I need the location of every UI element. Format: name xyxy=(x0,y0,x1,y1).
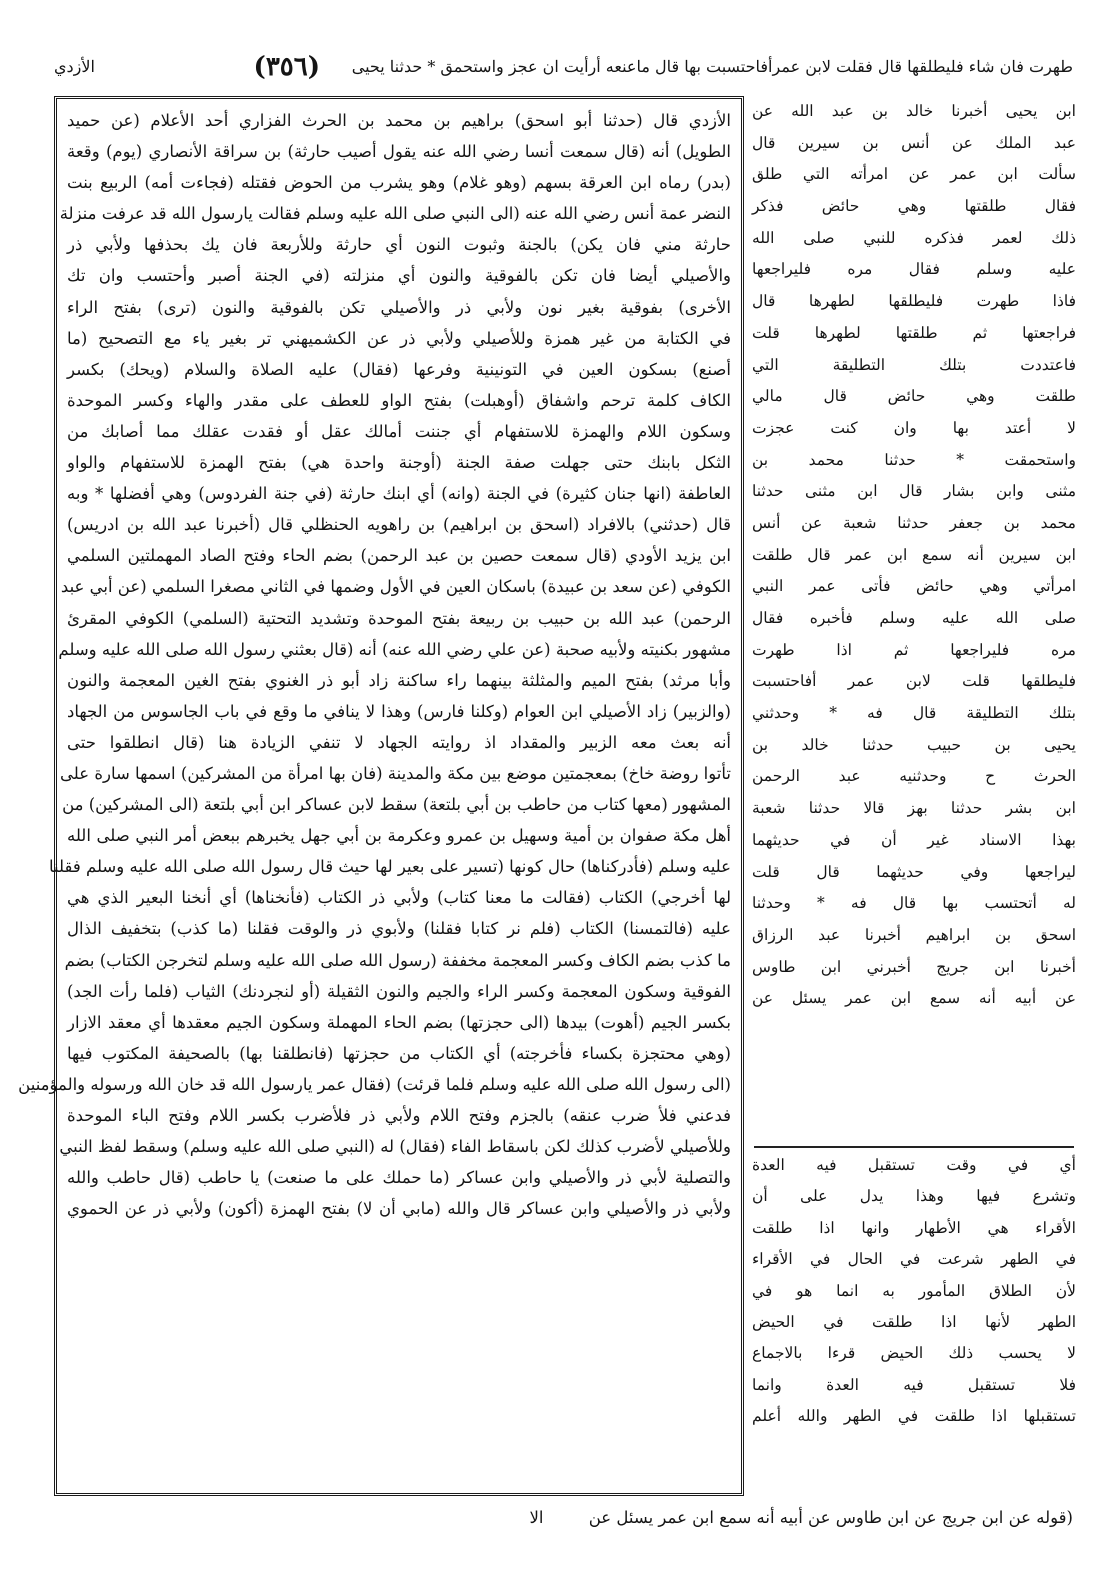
margin-line: لأن الطلاق المأمور به انما هو في xyxy=(752,1281,1076,1300)
commentary-line: الفوقية وسكون المعجمة وكسر الراء والجيم والنون الثقيلة (أو لنجردنك) الثياب (فلما رأت الجد) xyxy=(67,981,731,1001)
margin-line: له أتحتسب بها قال فه * وحدثنا xyxy=(752,894,1076,913)
commentary-line: قال (حدثني) بالافراد (اسحق بن ابراهيم) بن راهويه الحنظلي قال (أخبرنا عبد الله بن ادريس) xyxy=(67,515,731,535)
margin-line: وتشرع فيها وهذا يدل على أن xyxy=(752,1187,1076,1206)
margin-line: فلا تستقبل فيه العدة وانما xyxy=(752,1375,1076,1394)
header-running-text-center: أفاحتسبت بها قال ماعنعه أرأيت ان عجز واستحمق * حدثنا يحيى xyxy=(351,57,773,76)
margin-line: فقال طلقتها وهي حائض فذكر xyxy=(752,197,1076,216)
margin-line: طلقت وهي حائض قال مالي xyxy=(752,387,1076,406)
margin-line: عن أبيه أنه سمع ابن عمر يسئل عن xyxy=(752,989,1076,1008)
commentary-line: الكوفي (عن سعد بن عبيدة) باسكان العين في الأول وضمها في الثاني مصغرا السلمي (عن أبي عبد xyxy=(60,577,731,597)
commentary-line: لها أخرجي) الكتاب (فقالت ما معنا كتاب) ولأبي ذر الكتاب (فأنخناها) أي أنخنا البعير الذي هي xyxy=(67,888,731,908)
commentary-line: (والزبير) زاد الأصيلي ابن العوام (وكلنا فارس) وهذا لا ينافي ما وقع في باب الجاسوس من الجهاد xyxy=(67,701,731,721)
commentary-line: الطويل) أنه (قال سمعت أنسا رضي الله عنه يقول أصيب حارثة) بن سراقة الأنصاري (يوم) وقعة xyxy=(67,142,731,162)
commentary-line: ولأبي ذر والأصيلي وابن عساكر قال والله (مابي أن لا) بفتح الهمزة (أكون) ولأبي ذر عن الحموي xyxy=(67,1199,731,1219)
margin-line: امرأتي وهي حائض فأتى عمر النبي xyxy=(752,577,1076,596)
commentary-line: عليه (فالتمسنا) الكتاب (فلم نر كتابا فقلنا) ولأبوي ذر والوقت فقلنا (ما كذب) بتخفيف الذال xyxy=(67,919,731,939)
commentary-line: وسكون اللام والهمزة للاستفهام أي جننت أمالك عقل أو فقدت عقلك مما أصابك من xyxy=(67,421,731,441)
commentary-line: (الى رسول الله صلى الله عليه وسلم فلما قرئت) (فقال عمر يارسول الله قد خان الله ورسوله والمؤمنين xyxy=(18,1074,731,1094)
commentary-line: والأصيلي أيضا فان تكن بالفوقية والنون أي منزلته (في الجنة أصبر وأحتسب وان تك xyxy=(67,266,731,286)
margin-line: ابن سيرين أنه سمع ابن عمر قال طلقت xyxy=(752,545,1076,564)
commentary-line: والتصلية لأبي ذر والأصيلي وابن عساكر (ما حملك على ما صنعت) يا حاطب (قال حاطب والله xyxy=(67,1168,731,1188)
footer-catchword: الا xyxy=(529,1508,544,1527)
page-header xyxy=(54,42,1073,92)
margin-line: واستحمقت * حدثنا محمد بن xyxy=(752,450,1076,469)
margin-line: عليه وسلم فقال مره فليراجعها xyxy=(752,260,1076,279)
margin-line: الأقراء هي الأطهار وانها اذا طلقت xyxy=(752,1218,1076,1237)
margin-line: بتلك التطليقة قال فه * وحدثني xyxy=(752,704,1076,723)
margin-line: أي في وقت تستقبل فيه العدة xyxy=(752,1156,1076,1174)
commentary-line: النضر عمة أنس رضي الله عنه (الى النبي صلى الله عليه وسلم فقالت يارسول الله قد عرفت منزلة xyxy=(59,204,731,224)
commentary-line: أنه بعث معه الزبير والمقداد اذ روايته الجهاد لا تنفي الزيادة هنا (قال انطلقوا حتى xyxy=(67,732,731,752)
commentary-line: (بدر) رماه ابن العرقة بسهم (وهو غلام) وهو يشرب من الحوض فقتله (فجاءت أمه) الربيع بنت xyxy=(67,173,731,193)
margin-separator-rule xyxy=(754,1146,1074,1148)
commentary-text-box xyxy=(18,96,744,1496)
commentary-line: أصنع) بسكون العين في التونينية وفرعها (فقال) عليه الصلاة والسلام (ويحك) بكسر xyxy=(67,359,731,379)
margin-line: في الطهر شرعت في الحال في الأقراء xyxy=(752,1250,1076,1269)
header-running-text-right: طهرت فان شاء فليطلقها قال فقلت لابن عمر xyxy=(772,57,1073,76)
margin-line: أخبرنا ابن جريج أخبرني ابن طاوس xyxy=(752,957,1076,976)
margin-line xyxy=(752,1015,1076,1047)
commentary-line: المشهور (معها كتاب من حاطب بن أبي بلتعة) سقط لابن عساكر ابن أبي بلتعة (الى المشركين) من xyxy=(62,795,731,815)
margin-line: بهذا الاسناد غير أن في حديثهما xyxy=(752,830,1076,849)
margin-line: فليطلقها قلت لابن عمر أفاحتسبت xyxy=(752,672,1076,691)
commentary-line: بكسر الجيم (أهوت) بيدها (الى حجزتها) بضم الحاء المهملة وسكون الجيم معقدها أي معقد الازار xyxy=(67,1012,731,1032)
margin-line: فاذا طهرت فليطلقها لطهرها قال xyxy=(752,292,1076,311)
commentary-line: فدعني فلأ ضرب عنقه) بالجزم وفتح اللام ولأبي ذر فلأضرب بكسر اللام وفتح الباء الموحدة xyxy=(67,1106,731,1125)
margin-line: سألت ابن عمر عن امرأته التي طلق xyxy=(752,165,1076,184)
margin-line: صلى الله عليه وسلم فأخبره فقال xyxy=(752,609,1076,627)
commentary-line: أهل مكة صفوان بن أمية وسهيل بن عمرو وعكرمة بن أبي جهل يخبرهم ببعض أمر النبي صلى الله xyxy=(67,826,731,846)
margin-line: ذلك لعمر فذكره للنبي صلى الله xyxy=(752,228,1076,247)
commentary-line: وأبا مرثد) بفتح الميم والمثلثة بينهما راء ساكنة زاد أبو ذر الغنوي بفتح الغين المعجمة والنون xyxy=(67,670,731,690)
margin-line: فاعتددت بتلك التطليقة التي xyxy=(752,355,1076,374)
margin-line: ابن يحيى أخبرنا خالد بن عبد الله عن xyxy=(752,102,1076,120)
margin-line xyxy=(752,1433,1076,1464)
margin-line: تستقبلها اذا طلقت في الطهر والله أعلم xyxy=(752,1407,1076,1426)
margin-line: ليراجعها وفي حديثهما قال قلت xyxy=(752,862,1076,881)
page-number: (٣٥٦) xyxy=(253,52,321,82)
commentary-line: الرحمن) عبد الله بن حبيب بن ربيعة بفتح الموحدة وتشديد التحتية (السلمي) الكوفي المقرئ xyxy=(67,608,731,628)
commentary-line: ابن يزيد الأودي (قال سمعت حصين بن عبد الرحمن) بضم الحاء وفتح الصاد المهملتين السلمي xyxy=(67,546,731,566)
margin-line: محمد بن جعفر حدثنا شعبة عن أنس xyxy=(752,513,1076,532)
header-running-text-left: الأزدي xyxy=(54,57,95,76)
commentary-line: الأخرى) بفوقية بغير نون ولأبي ذر والأصيلي تكن بالفوقية والنون (ترى) بفتح الراء xyxy=(67,297,731,317)
margin-line: فراجعتها ثم طلقتها لطهرها قلت xyxy=(752,323,1076,342)
commentary-line: عليه وسلم (فأدركناها) حال كونها (تسير على بعير لها حيث قال رسول الله صلى الله عليه وسلم فقلنا xyxy=(49,857,731,877)
commentary-line: وللأصيلي لأضرب كذلك لكن باسقاط الفاء (فقال) له (النبي صلى الله عليه وسلم) وسقط لفظ النبي xyxy=(59,1137,731,1157)
commentary-line: (وهي محتجزة بكساء فأخرجته) أي الكتاب من حجزتها (فانطلقنا بها) بالصحيفة المكتوب فيها xyxy=(67,1043,731,1063)
margin-hadith-text xyxy=(752,96,1076,1142)
margin-line: الحرث ح وحدثنيه عبد الرحمن xyxy=(752,767,1076,786)
margin-sharh-text xyxy=(752,1150,1076,1496)
margin-line: اسحق بن ابراهيم أخبرنا عبد الرزاق xyxy=(752,925,1076,944)
commentary-line: العاطفة (انها جنان كثيرة) في الجنة (وانه) أي ابنك حارثة (في جنة الفردوس) وهي أفضلها * وبه xyxy=(67,484,731,504)
footer-text: (قوله عن ابن جريج عن ابن طاوس عن أبيه أنه سمع ابن عمر يسئل عن xyxy=(588,1508,1073,1527)
margin-line: عبد الملك عن أنس بن سيرين قال xyxy=(752,133,1076,152)
margin-line: لا أعتد بها وان كنت عجزت xyxy=(752,418,1076,437)
margin-line: لا يحسب ذلك الحيض قرءا بالاجماع xyxy=(752,1344,1076,1363)
commentary-line: حارثة مني فان يكن) بالجنة وثبوت النون أي حارثة وللأربعة فان يك بحذفها ولأبي ذر xyxy=(67,235,731,255)
commentary-line: في الكتابة من غير همزة وللأصيلي ولأبي ذر عن الكشميهني تر بغير ياء مع التصحيح (ما xyxy=(67,328,731,348)
margin-line: الطهر لأنها اذا طلقت في الحيض xyxy=(752,1312,1076,1331)
margin-line: يحيى بن حبيب حدثنا خالد بن xyxy=(752,735,1076,754)
page-footer xyxy=(120,1500,1073,1536)
commentary-line: تأتوا روضة خاخ) بمعجمتين موضع بين مكة والمدينة (فان بها امرأة من المشركين) اسمها سارة على xyxy=(60,763,731,783)
commentary-line: الأزدي قال (حدثنا أبو اسحق) براهيم بن محمد بن الحرث الفزاري أحد الأعلام (عن حميد xyxy=(67,111,731,130)
commentary-line: الكاف كلمة ترحم واشفاق (أوهبلت) بفتح الواو للعطف على مقدر والهاء وكسر الموحدة xyxy=(67,390,731,410)
commentary-line: مشهور بكنيته ولأبيه صحبة (عن علي رضي الله عنه) أنه (قال بعثني رسول الله صلى الله عليه وسلم xyxy=(58,639,731,659)
margin-line: مثنى وابن بشار قال ابن مثنى حدثنا xyxy=(752,482,1076,501)
commentary-line: الثكل بابنك حتى جهلت صفة الجنة (أوجنة واحدة هي) بفتح الهمزة للاستفهام والواو xyxy=(67,453,731,473)
margin-line: ابن بشر حدثنا بهز قالا حدثنا شعبة xyxy=(752,799,1076,818)
commentary-line: ما كذب بضم الكاف وكسر المعجمة مخففة (رسول الله صلى الله عليه وسلم لتخرجن الكتاب) بضم xyxy=(64,950,731,970)
margin-line: مره فليراجعها ثم اذا طهرت xyxy=(752,640,1076,659)
